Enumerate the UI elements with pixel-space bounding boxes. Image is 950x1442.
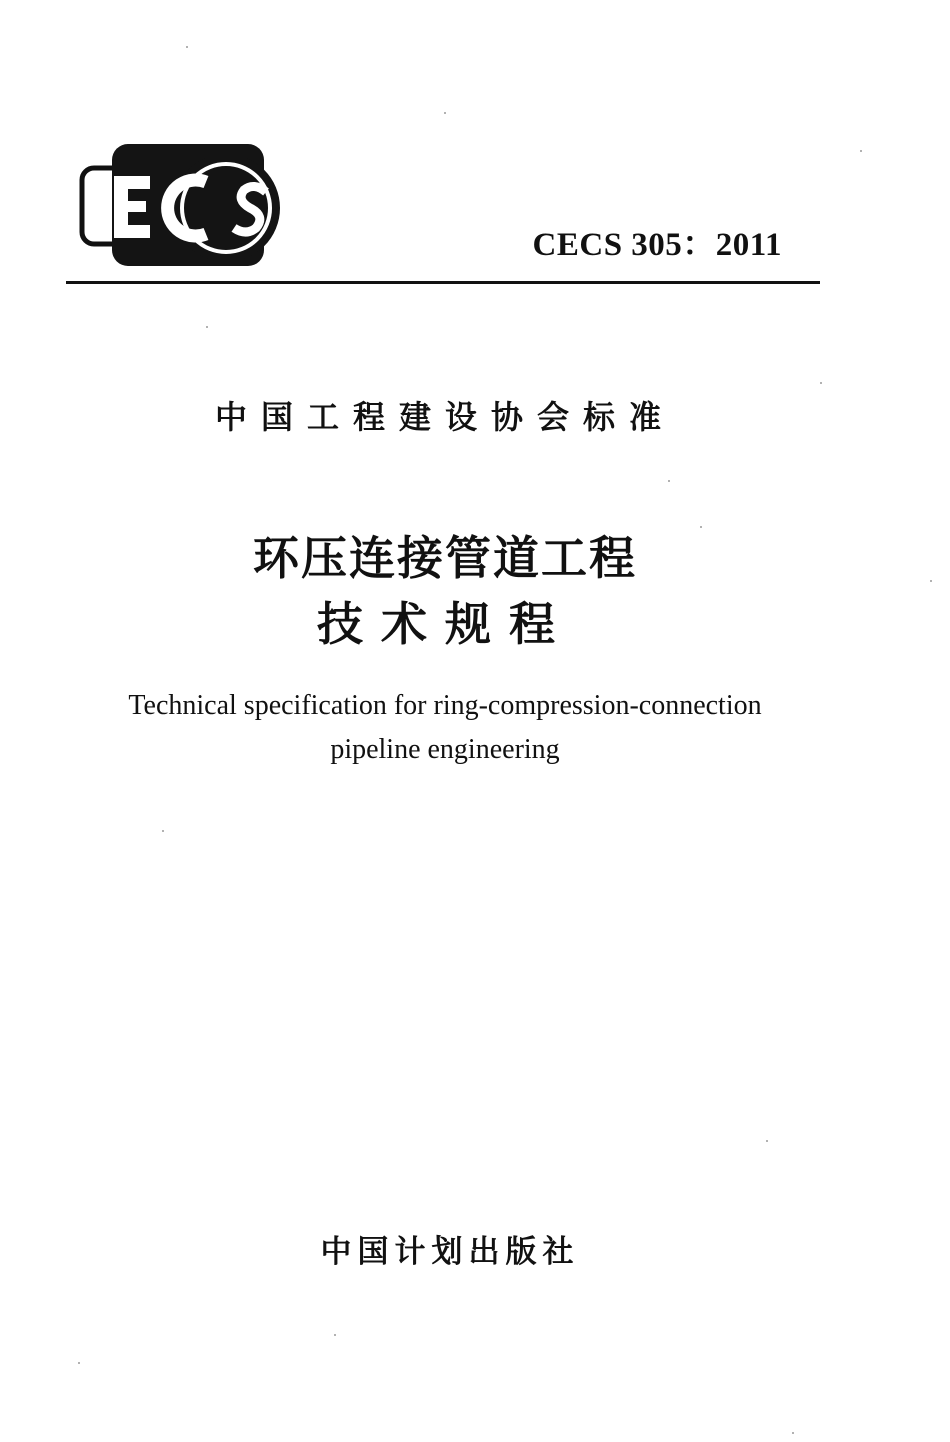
scan-speck [700, 526, 702, 528]
title-chinese-line-1: 环压连接管道工程 [253, 531, 637, 585]
header-divider [66, 281, 820, 284]
standard-number: CECS 305：2011 [532, 227, 782, 263]
scan-speck [668, 480, 670, 482]
title-english-line-1: Technical specification for ring-compression-connection [128, 690, 762, 721]
scan-speck [206, 326, 208, 328]
title-english-line-2: pipeline engineering [330, 734, 560, 765]
scan-speck [78, 1362, 80, 1364]
scan-speck [766, 1140, 768, 1142]
ecs-logo [78, 140, 288, 270]
scan-speck [162, 830, 164, 832]
publisher-name: 中国计划出版社 [320, 1234, 580, 1270]
scan-speck [444, 112, 446, 114]
scan-speck [186, 46, 188, 48]
scan-speck [930, 580, 932, 582]
title-chinese-line-2: 技术规程 [317, 597, 573, 651]
scan-speck [792, 1432, 794, 1434]
scan-speck [820, 382, 822, 384]
scan-speck [860, 150, 862, 152]
scan-speck [334, 1334, 336, 1336]
association-name: 中国工程建设协会标准 [214, 398, 675, 436]
